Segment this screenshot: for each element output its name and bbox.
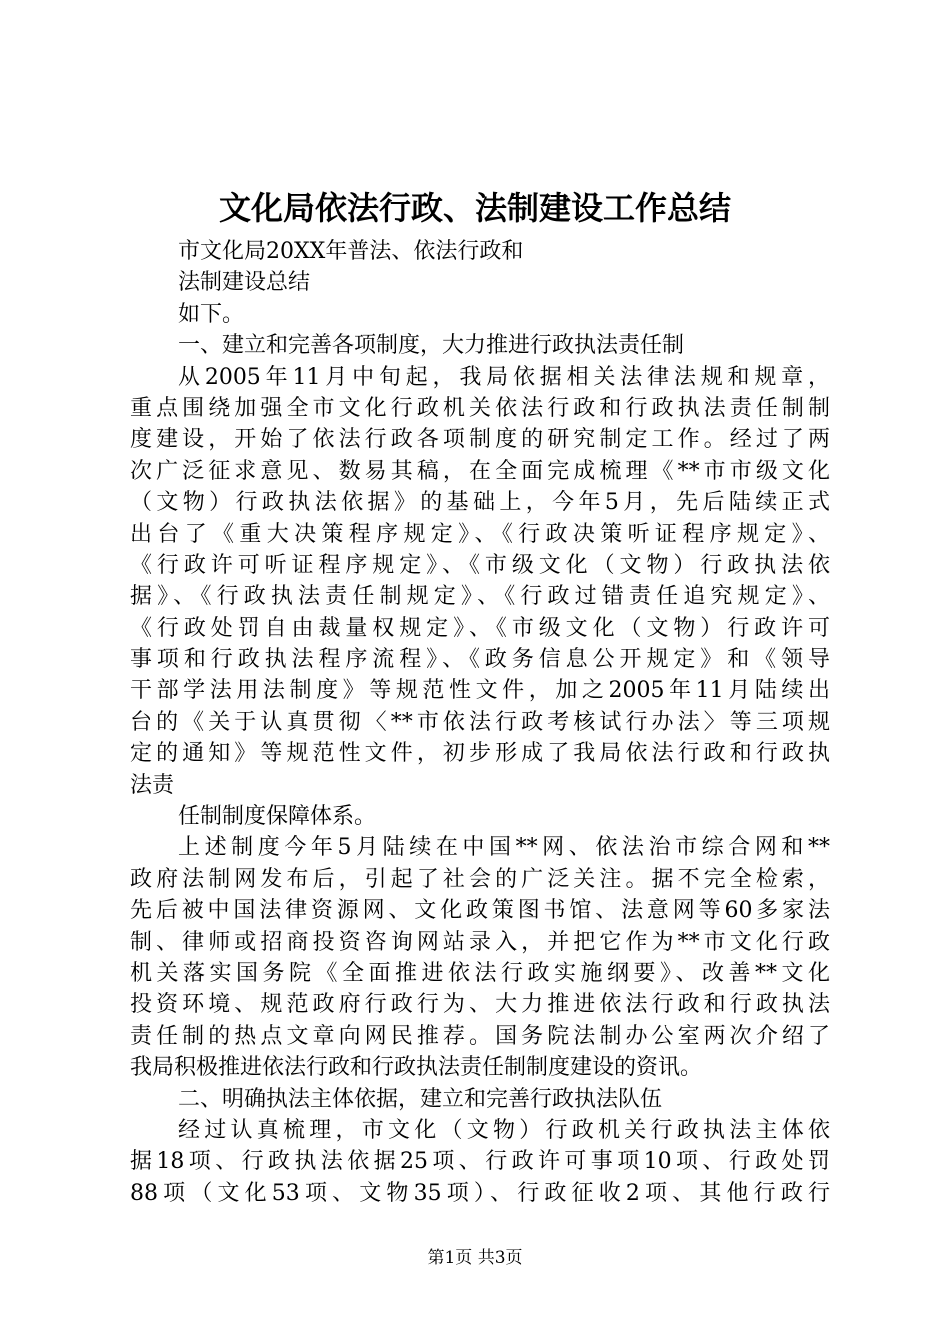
- text-line: 事项和行政执法程序流程》、《政务信息公开规定》和《领导: [130, 647, 830, 673]
- text-line: 责任制的热点文章向网民推荐。国务院法制办公室两次介绍了: [130, 1023, 830, 1049]
- text-line: 我局积极推进依法行政和行政执法责任制制度建设的资讯。: [130, 1055, 703, 1081]
- text-line: 台的《关于认真贯彻〈**市依法行政考核试行办法〉等三项规: [130, 709, 830, 735]
- text-line: 经过认真梳理，市文化（文物）行政机关行政执法主体依: [178, 1117, 830, 1143]
- text-line: 定的通知》等规范性文件，初步形成了我局依法行政和行政执: [130, 741, 830, 767]
- document-title: 文化局依法行政、法制建设工作总结: [218, 189, 731, 227]
- text-line: 上述制度今年5月陆续在中国**网、依法治市综合网和**: [178, 835, 830, 861]
- text-line: 《行政许可听证程序规定》、《市级文化（文物）行政执法依: [130, 552, 830, 578]
- text-line: 据18项、行政执法依据25项、行政许可事项10项、行政处罚: [130, 1149, 830, 1175]
- text-line: （文物）行政执法依据》的基础上，今年5月，先后陆续正式: [130, 490, 830, 516]
- text-line: 从2005年11月中旬起，我局依据相关法律法规和规章，: [178, 364, 830, 390]
- text-line: 重点围绕加强全市文化行政机关依法行政和行政执法责任制制: [130, 395, 830, 421]
- text-line: 投资环境、规范政府行政行为、大力推进依法行政和行政执法: [130, 992, 830, 1018]
- text-line: 市文化局20XX年普法、依法行政和: [178, 239, 524, 264]
- text-line: 制、律师或招商投资咨询网站录入，并把它作为**市文化行政: [130, 929, 830, 955]
- text-line: 法制建设总结: [178, 270, 311, 296]
- text-line: 次广泛征求意见、数易其稿，在全面完成梳理《**市市级文化: [130, 458, 830, 484]
- text-line: 机关落实国务院《全面推进依法行政实施纲要》、改善**文化: [130, 960, 830, 986]
- text-line: 先后被中国法律资源网、文化政策图书馆、法意网等60多家法: [130, 898, 830, 924]
- text-line: 88项（文化53项、文物35项）、行政征收2项、其他行政行: [130, 1180, 830, 1206]
- text-line: 一、建立和完善各项制度，大力推进行政执法责任制: [178, 333, 685, 359]
- text-line: 《行政处罚自由裁量权规定》、《市级文化（文物）行政许可: [130, 615, 830, 641]
- text-line: 据》、《行政执法责任制规定》、《行政过错责任追究规定》、: [130, 584, 830, 610]
- text-line: 法责: [130, 772, 175, 798]
- text-line: 任制制度保障体系。: [178, 804, 377, 830]
- document-body: [130, 236, 830, 1209]
- text-line: 政府法制网发布后，引起了社会的广泛关注。据不完全检索，: [130, 866, 830, 892]
- text-line: 度建设，开始了依法行政各项制度的研究制定工作。经过了两: [130, 427, 830, 453]
- page-footer: 第1页 共3页: [427, 1248, 523, 1268]
- text-line: 干部学法用法制度》等规范性文件，加之2005年11月陆续出: [130, 678, 830, 704]
- text-line: 出台了《重大决策程序规定》、《行政决策听证程序规定》、: [130, 521, 830, 547]
- text-line: 二、明确执法主体依据，建立和完善行政执法队伍: [178, 1086, 663, 1112]
- text-line: 如下。: [178, 301, 245, 327]
